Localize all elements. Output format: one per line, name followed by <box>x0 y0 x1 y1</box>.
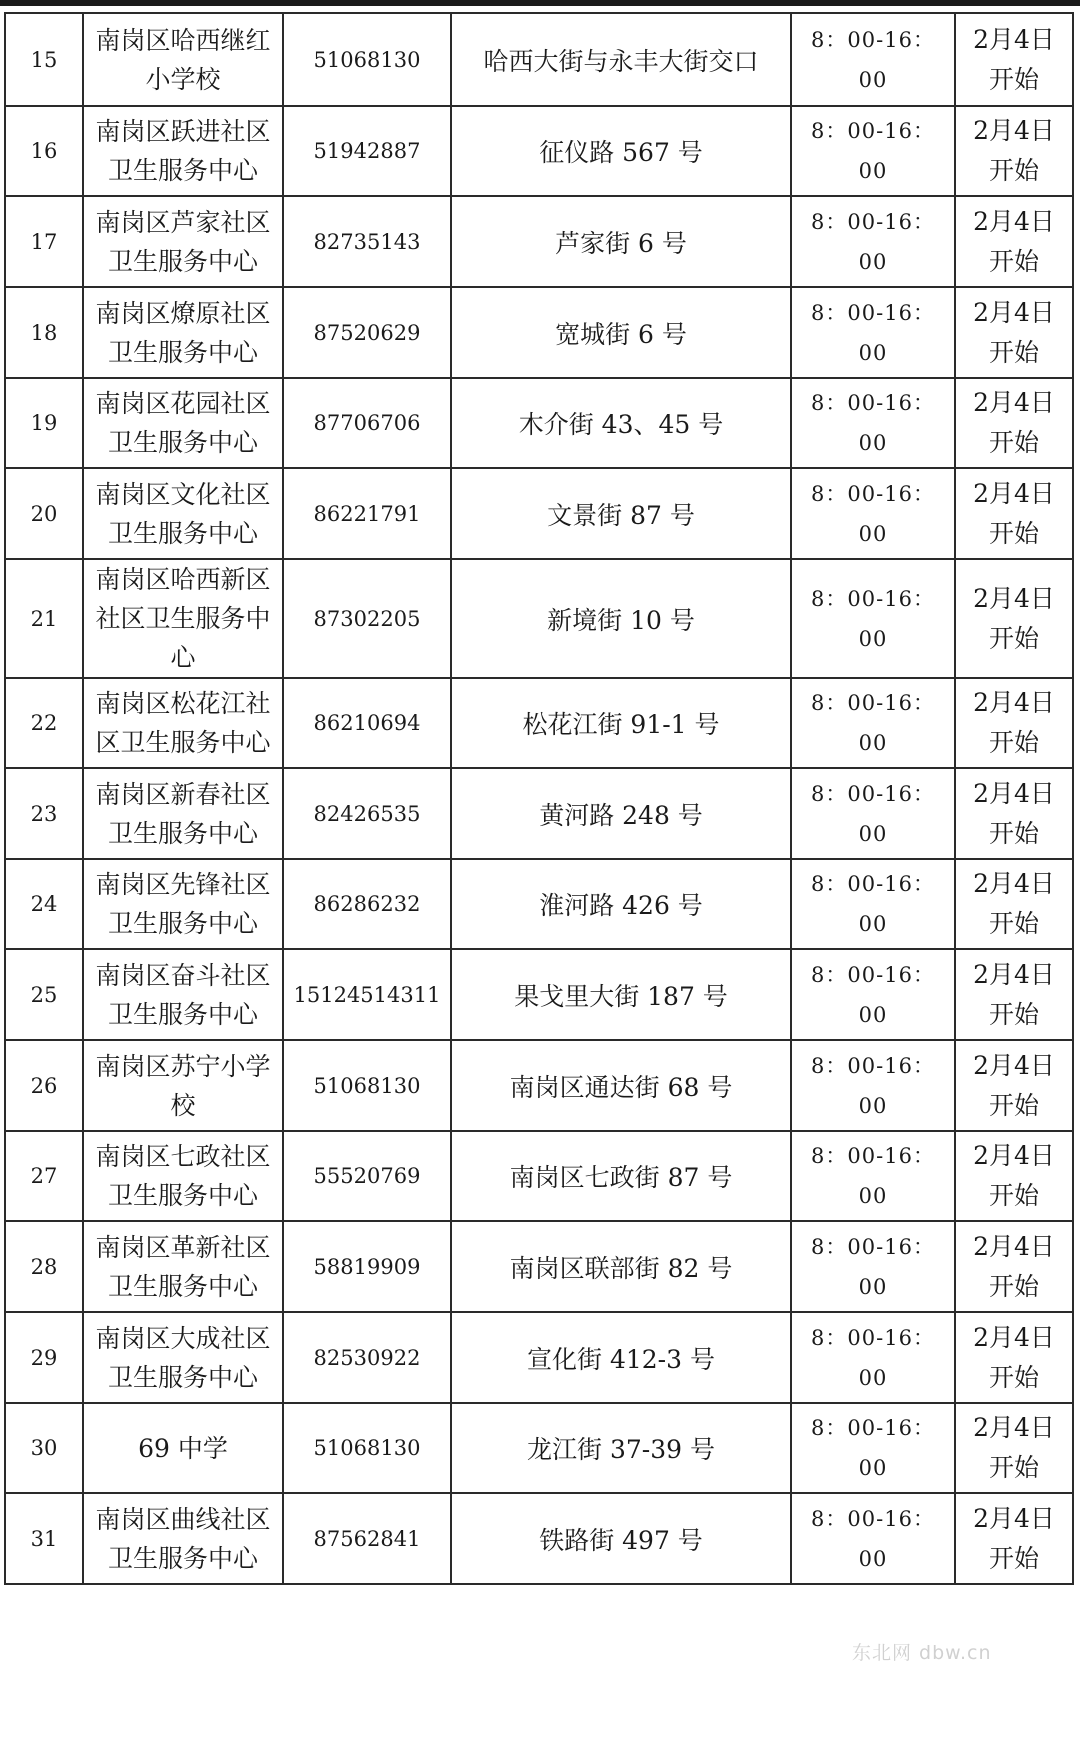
table-row <box>5 468 1073 559</box>
table-body <box>5 13 1073 1584</box>
cell-address: 芦家街 6 号 <box>451 196 791 287</box>
cell-address: 黄河路 248 号 <box>451 768 791 859</box>
cell-address: 淮河路 426 号 <box>451 859 791 949</box>
cell-address: 宣化街 412-3 号 <box>451 1312 791 1403</box>
cell-start-date: 2月4日开始 <box>955 859 1073 949</box>
cell-start-date: 2月4日开始 <box>955 949 1073 1040</box>
cell-hours: 8：00-16：00 <box>791 13 955 106</box>
cell-hours: 8：00-16：00 <box>791 768 955 859</box>
table-row <box>5 1040 1073 1131</box>
table-row <box>5 859 1073 949</box>
cell-number: 25 <box>5 949 83 1040</box>
table-row <box>5 287 1073 378</box>
cell-site-name: 南岗区哈西继红小学校 <box>83 13 283 106</box>
table-row <box>5 106 1073 196</box>
cell-start-date: 2月4日开始 <box>955 287 1073 378</box>
cell-site-name: 南岗区大成社区卫生服务中心 <box>83 1312 283 1403</box>
cell-site-name: 南岗区哈西新区社区卫生服务中心 <box>83 559 283 678</box>
watermark-logo: 东北网 dbw.cn <box>852 1642 992 1664</box>
cell-hours: 8：00-16：00 <box>791 106 955 196</box>
table-row <box>5 1221 1073 1312</box>
table-row <box>5 1403 1073 1493</box>
cell-hours: 8：00-16：00 <box>791 1221 955 1312</box>
cell-phone: 87706706 <box>283 378 451 468</box>
cell-start-date: 2月4日开始 <box>955 1493 1073 1584</box>
cell-address: 铁路街 497 号 <box>451 1493 791 1584</box>
cell-address: 果戈里大街 187 号 <box>451 949 791 1040</box>
cell-address: 南岗区七政街 87 号 <box>451 1131 791 1221</box>
table-row <box>5 678 1073 768</box>
cell-site-name: 南岗区苏宁小学校 <box>83 1040 283 1131</box>
cell-phone: 51068130 <box>283 13 451 106</box>
cell-start-date: 2月4日开始 <box>955 1131 1073 1221</box>
cell-phone: 87302205 <box>283 559 451 678</box>
cell-phone: 86210694 <box>283 678 451 768</box>
cell-number: 21 <box>5 559 83 678</box>
cell-phone: 87520629 <box>283 287 451 378</box>
cell-number: 27 <box>5 1131 83 1221</box>
cell-address: 龙江街 37-39 号 <box>451 1403 791 1493</box>
cell-start-date: 2月4日开始 <box>955 378 1073 468</box>
cell-hours: 8：00-16：00 <box>791 559 955 678</box>
cell-site-name: 南岗区曲线社区卫生服务中心 <box>83 1493 283 1584</box>
cell-phone: 87562841 <box>283 1493 451 1584</box>
cell-phone: 51942887 <box>283 106 451 196</box>
cell-hours: 8：00-16：00 <box>791 1312 955 1403</box>
cell-number: 23 <box>5 768 83 859</box>
cell-number: 22 <box>5 678 83 768</box>
cell-number: 24 <box>5 859 83 949</box>
cell-start-date: 2月4日开始 <box>955 1312 1073 1403</box>
cell-number: 20 <box>5 468 83 559</box>
cell-number: 28 <box>5 1221 83 1312</box>
cell-number: 17 <box>5 196 83 287</box>
cell-site-name: 南岗区文化社区卫生服务中心 <box>83 468 283 559</box>
cell-number: 31 <box>5 1493 83 1584</box>
cell-number: 15 <box>5 13 83 106</box>
cell-phone: 82530922 <box>283 1312 451 1403</box>
table-row <box>5 378 1073 468</box>
cell-site-name: 南岗区新春社区卫生服务中心 <box>83 768 283 859</box>
table-row <box>5 1312 1073 1403</box>
table-row <box>5 949 1073 1040</box>
cell-phone: 82735143 <box>283 196 451 287</box>
top-edge-line <box>0 0 1080 6</box>
cell-site-name: 南岗区先锋社区卫生服务中心 <box>83 859 283 949</box>
table-row <box>5 1493 1073 1584</box>
cell-site-name: 南岗区松花江社区卫生服务中心 <box>83 678 283 768</box>
cell-hours: 8：00-16：00 <box>791 678 955 768</box>
cell-start-date: 2月4日开始 <box>955 768 1073 859</box>
cell-hours: 8：00-16：00 <box>791 378 955 468</box>
cell-site-name: 南岗区跃进社区卫生服务中心 <box>83 106 283 196</box>
cell-phone: 51068130 <box>283 1403 451 1493</box>
cell-address: 哈西大街与永丰大街交口 <box>451 13 791 106</box>
cell-phone: 51068130 <box>283 1040 451 1131</box>
cell-phone: 58819909 <box>283 1221 451 1312</box>
cell-start-date: 2月4日开始 <box>955 1040 1073 1131</box>
cell-hours: 8：00-16：00 <box>791 1040 955 1131</box>
cell-address: 南岗区联部街 82 号 <box>451 1221 791 1312</box>
cell-hours: 8：00-16：00 <box>791 1131 955 1221</box>
table-row <box>5 768 1073 859</box>
cell-address: 征仪路 567 号 <box>451 106 791 196</box>
cell-start-date: 2月4日开始 <box>955 468 1073 559</box>
cell-address: 木介街 43、45 号 <box>451 378 791 468</box>
cell-number: 19 <box>5 378 83 468</box>
vaccination-site-table <box>4 12 1074 1585</box>
table-row <box>5 196 1073 287</box>
cell-number: 29 <box>5 1312 83 1403</box>
cell-start-date: 2月4日开始 <box>955 106 1073 196</box>
cell-number: 30 <box>5 1403 83 1493</box>
cell-phone: 82426535 <box>283 768 451 859</box>
cell-hours: 8：00-16：00 <box>791 287 955 378</box>
cell-address: 新境街 10 号 <box>451 559 791 678</box>
cell-hours: 8：00-16：00 <box>791 196 955 287</box>
cell-start-date: 2月4日开始 <box>955 559 1073 678</box>
cell-number: 16 <box>5 106 83 196</box>
cell-start-date: 2月4日开始 <box>955 678 1073 768</box>
cell-site-name: 南岗区芦家社区卫生服务中心 <box>83 196 283 287</box>
table-row <box>5 1131 1073 1221</box>
cell-address: 文景街 87 号 <box>451 468 791 559</box>
cell-hours: 8：00-16：00 <box>791 859 955 949</box>
cell-address: 南岗区通达街 68 号 <box>451 1040 791 1131</box>
cell-phone: 86221791 <box>283 468 451 559</box>
cell-start-date: 2月4日开始 <box>955 196 1073 287</box>
table-row <box>5 559 1073 678</box>
cell-hours: 8：00-16：00 <box>791 949 955 1040</box>
cell-start-date: 2月4日开始 <box>955 1221 1073 1312</box>
cell-hours: 8：00-16：00 <box>791 1493 955 1584</box>
cell-start-date: 2月4日开始 <box>955 1403 1073 1493</box>
cell-phone: 15124514311 <box>283 949 451 1040</box>
table-row <box>5 13 1073 106</box>
cell-hours: 8：00-16：00 <box>791 468 955 559</box>
cell-site-name: 南岗区燎原社区卫生服务中心 <box>83 287 283 378</box>
cell-start-date: 2月4日开始 <box>955 13 1073 106</box>
cell-phone: 55520769 <box>283 1131 451 1221</box>
cell-site-name: 南岗区奋斗社区卫生服务中心 <box>83 949 283 1040</box>
cell-hours: 8：00-16：00 <box>791 1403 955 1493</box>
cell-site-name: 南岗区花园社区卫生服务中心 <box>83 378 283 468</box>
cell-address: 松花江街 91-1 号 <box>451 678 791 768</box>
cell-address: 宽城街 6 号 <box>451 287 791 378</box>
cell-site-name: 69 中学 <box>83 1403 283 1493</box>
cell-site-name: 南岗区七政社区卫生服务中心 <box>83 1131 283 1221</box>
cell-phone: 86286232 <box>283 859 451 949</box>
cell-number: 26 <box>5 1040 83 1131</box>
cell-site-name: 南岗区革新社区卫生服务中心 <box>83 1221 283 1312</box>
cell-number: 18 <box>5 287 83 378</box>
